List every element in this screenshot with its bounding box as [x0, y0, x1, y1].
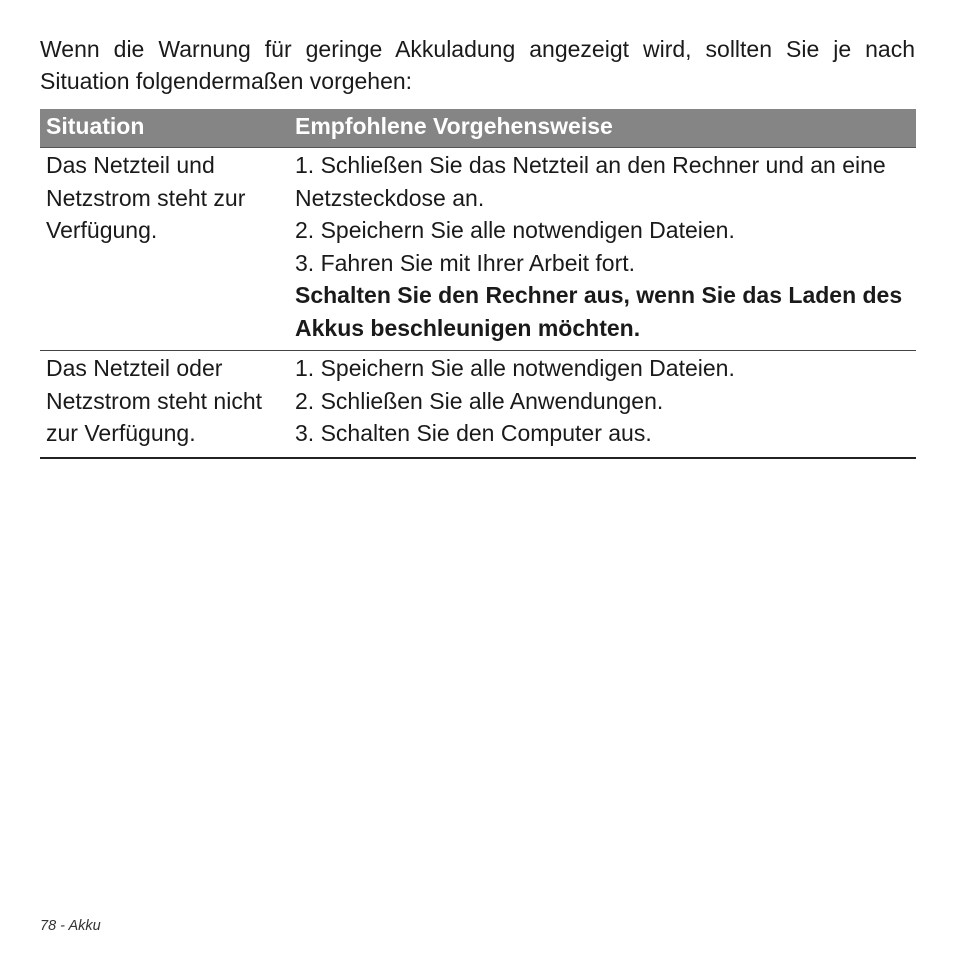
action-step: 3. Schalten Sie den Computer aus.: [295, 420, 652, 446]
header-situation: Situation: [40, 109, 289, 148]
battery-warning-table: [40, 109, 916, 459]
action-cell: [289, 351, 916, 458]
action-note: Schalten Sie den Rechner aus, wenn Sie das Laden des Akkus beschleunigen möchten.: [295, 282, 903, 341]
situation-cell: Das Netzteil oder Netzstrom steht nicht zur Verfügung.: [40, 351, 289, 458]
action-step: 1. Speichern Sie alle notwendigen Dateien.: [295, 355, 735, 381]
action-cell: [289, 148, 916, 351]
table-row: [40, 148, 916, 351]
situation-cell: Das Netzteil und Netzstrom steht zur Verfügung.: [40, 148, 289, 351]
action-step: 1. Schließen Sie das Netzteil an den Rechner und an eine Netzsteckdose an.: [295, 152, 886, 211]
header-recommended-action: Empfohlene Vorgehensweise: [289, 109, 916, 148]
action-step: 3. Fahren Sie mit Ihrer Arbeit fort.: [295, 249, 636, 276]
intro-paragraph: Wenn die Warnung für geringe Akkuladung angezeigt wird, sollten Sie je nach Situation folgendermaßen vorgehen:: [40, 36, 915, 94]
action-step: 2. Schließen Sie alle Anwendungen.: [295, 387, 664, 414]
page-footer: 78 - Akku: [40, 918, 101, 934]
table-row: [40, 351, 916, 458]
table-header-row: [40, 109, 916, 148]
action-step: 2. Speichern Sie alle notwendigen Dateien.: [295, 217, 735, 243]
